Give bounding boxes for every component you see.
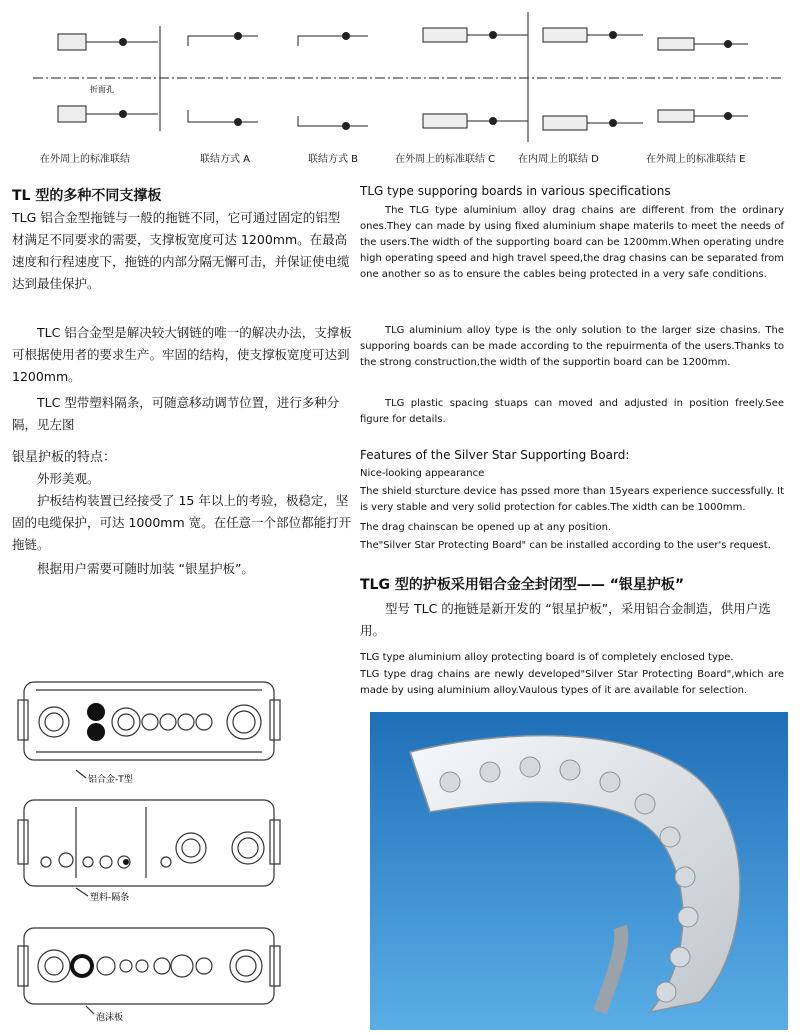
right-paragraph-2: TLG aluminium alloy type is the only solution to the larger size chasins. The supporing boards can be made according to the repuirmenta of the users.Thanks to the strong construction,the width of the supportin board can be 1200mm.	[360, 325, 784, 368]
features-title: Features of the Silver Star Supporting Board:	[360, 448, 630, 462]
drag-chain-photo	[370, 712, 788, 1030]
silver-board-paragraph: 型号 TLC 的拖链是新开发的 “银星护板”，采用铝合金制造，供用户选用。	[360, 601, 771, 638]
left-paragraph-3: TLC 型带塑料隔条，可随意移动调节位置，进行多种分隔，见左图	[12, 395, 340, 432]
fold-hole-label: 折面孔	[90, 85, 114, 94]
mounting-diagram-strip	[28, 6, 788, 146]
silver-point-2: 护板结构装置已经接受了 15 年以上的考验，极稳定，坚固的电缆保护，可达 1000mm 宽。在任意一个部位都能打开拖链。	[12, 493, 352, 552]
right-paragraph-1: The TLG type aluminium alloy drag chains are different from the ordinary ones.They can made by using fixed aluminium shape materils to meet the needs of the users.The width of the supporting board can be 1200mm.When operating undre high operating speed and high travel speed,the drag chasins can be separated from one another so as to ensure the cables being protected in a very safe conditions.	[360, 205, 784, 280]
left-paragraph-2: TLC 铝合金型是解决较大钢链的唯一的解决办法，支撑板可根据使用者的要求生产。牢固的结构，使支撑板宽度可达到 1200mm。	[12, 325, 352, 384]
silver-star-title: 银星护板的特点：	[12, 450, 117, 465]
label-aluminium-t: 铝合金-T型	[88, 775, 133, 785]
feature-1: Nice-looking appearance	[360, 468, 485, 479]
feature-2: The shield sturcture device has pssed more than 15years experience successfully. It is very stable and very solid protection for cables.The xidth can be 1000mm.	[360, 486, 784, 513]
caption-e: 在外周上的标准联结 E	[646, 154, 746, 165]
label-foam-board: 泡沫板	[96, 1013, 124, 1023]
caption-standard: 在外周上的标准联结	[40, 154, 130, 165]
caption-a: 联结方式 A	[200, 154, 251, 165]
left-title: TL 型的多种不同支撑板	[12, 188, 162, 204]
caption-c: 在外周上的标准联结 C	[395, 154, 496, 165]
right-paragraph-3: TLG plastic spacing stuaps can moved and adjusted in position freely.See figure for details.	[360, 398, 784, 425]
silver-point-3: 根据用户需要可随时加装 “银星护板”。	[37, 561, 254, 576]
cross-section-figures	[16, 672, 286, 1034]
feature-4: The"Silver Star Protecting Board" can be installed according to the user's request.	[360, 540, 771, 551]
left-paragraph-1: TLG 铝合金型拖链与一般的拖链不同，它可通过固定的铝型材满足不同要求的需要，支撑板宽度可达 1200mm。在最高速度和行程速度下，拖链的内部分隔无懈可击，并保证使电缆达到最佳保护。	[12, 210, 350, 291]
label-plastic-spacer: 塑料-隔条	[90, 893, 130, 903]
silver-board-title: TLG 型的护板采用铝合金全封闭型—— “银星护板”	[360, 577, 685, 593]
silver-board-en-1: TLG type aluminium alloy protecting board is of completely enclosed type.	[360, 652, 734, 663]
silver-board-en-2: TLG type drag chains are newly developed"Silver Star Protecting Board",which are made by using aluminium alloy.Vaulous types of it are available for selection.	[360, 669, 784, 696]
silver-point-1: 外形美观。	[37, 471, 100, 486]
caption-d: 在内周上的联结 D	[518, 154, 599, 165]
caption-b: 联结方式 B	[308, 154, 359, 165]
right-title: TLG type supporing boards in various specifications	[360, 184, 671, 198]
feature-3: The drag chainscan be opened up at any position.	[360, 522, 612, 533]
